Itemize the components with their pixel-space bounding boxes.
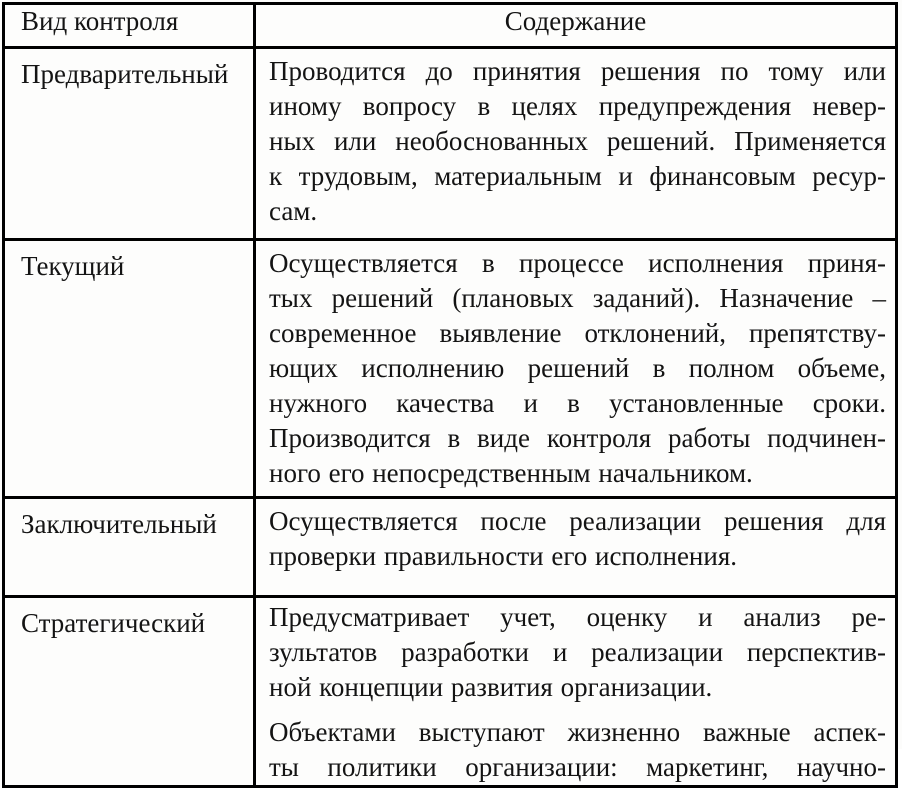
text-line: Объектами выступают жизненно важные аспек- (269, 717, 886, 747)
content-cell (255, 240, 897, 498)
paragraph (269, 504, 886, 574)
table-row (4, 498, 897, 597)
control-types-table (2, 2, 898, 788)
table-body (4, 48, 897, 787)
text-line: проверки правильности его исполнения. (269, 541, 737, 571)
text-line: Производится в виде контроля работы подчинен- (269, 423, 886, 453)
text-line: Осуществляется после реализации решения для (269, 506, 886, 536)
text-line: к трудовым, материальным и финансовым ресур- (269, 161, 886, 191)
text-line: сам. (269, 196, 318, 226)
text-line: тых решений (плановых заданий). Назначение – (269, 283, 886, 313)
header-control-type: Вид контроля (4, 4, 255, 48)
paragraph (269, 715, 886, 785)
text-line: ты политики организации: маркетинг, научно- (269, 752, 886, 782)
text-line: иному вопросу в целях предупреждения невер- (269, 91, 886, 121)
text-line: ющих исполнению решений в полном объеме, (269, 353, 886, 383)
table-row (4, 597, 897, 787)
control-type-cell: Заключительный (4, 498, 255, 597)
paragraph (269, 246, 886, 491)
text-line: зультатов разработки и реализации перспектив- (269, 637, 886, 667)
text-line: нужного качества и в установленные сроки. (269, 388, 886, 418)
control-type-cell: Текущий (4, 240, 255, 498)
paragraph (269, 54, 886, 229)
table-row (4, 240, 897, 498)
text-line: ной концепции развития организации. (269, 672, 713, 702)
text-line: современное выявление отклонений, препятству- (269, 318, 886, 348)
text-line: Проводится до принятия решения по тому или (269, 56, 886, 86)
header-row (4, 4, 897, 48)
header-content: Содержание (255, 4, 897, 48)
table-header (4, 4, 897, 48)
content-cell (255, 498, 897, 597)
paragraph (269, 600, 886, 705)
control-type-cell: Стратегический (4, 597, 255, 787)
text-line: Предусматривает учет, оценку и анализ ре- (269, 602, 886, 632)
control-type-cell: Предварительный (4, 48, 255, 240)
text-line: ного его непосредственным начальником. (269, 458, 753, 488)
text-line: ных или необоснованных решений. Применяется (269, 126, 886, 156)
text-line: Осуществляется в процессе исполнения приня- (269, 248, 886, 278)
table-row (4, 48, 897, 240)
content-cell (255, 48, 897, 240)
content-cell (255, 597, 897, 787)
